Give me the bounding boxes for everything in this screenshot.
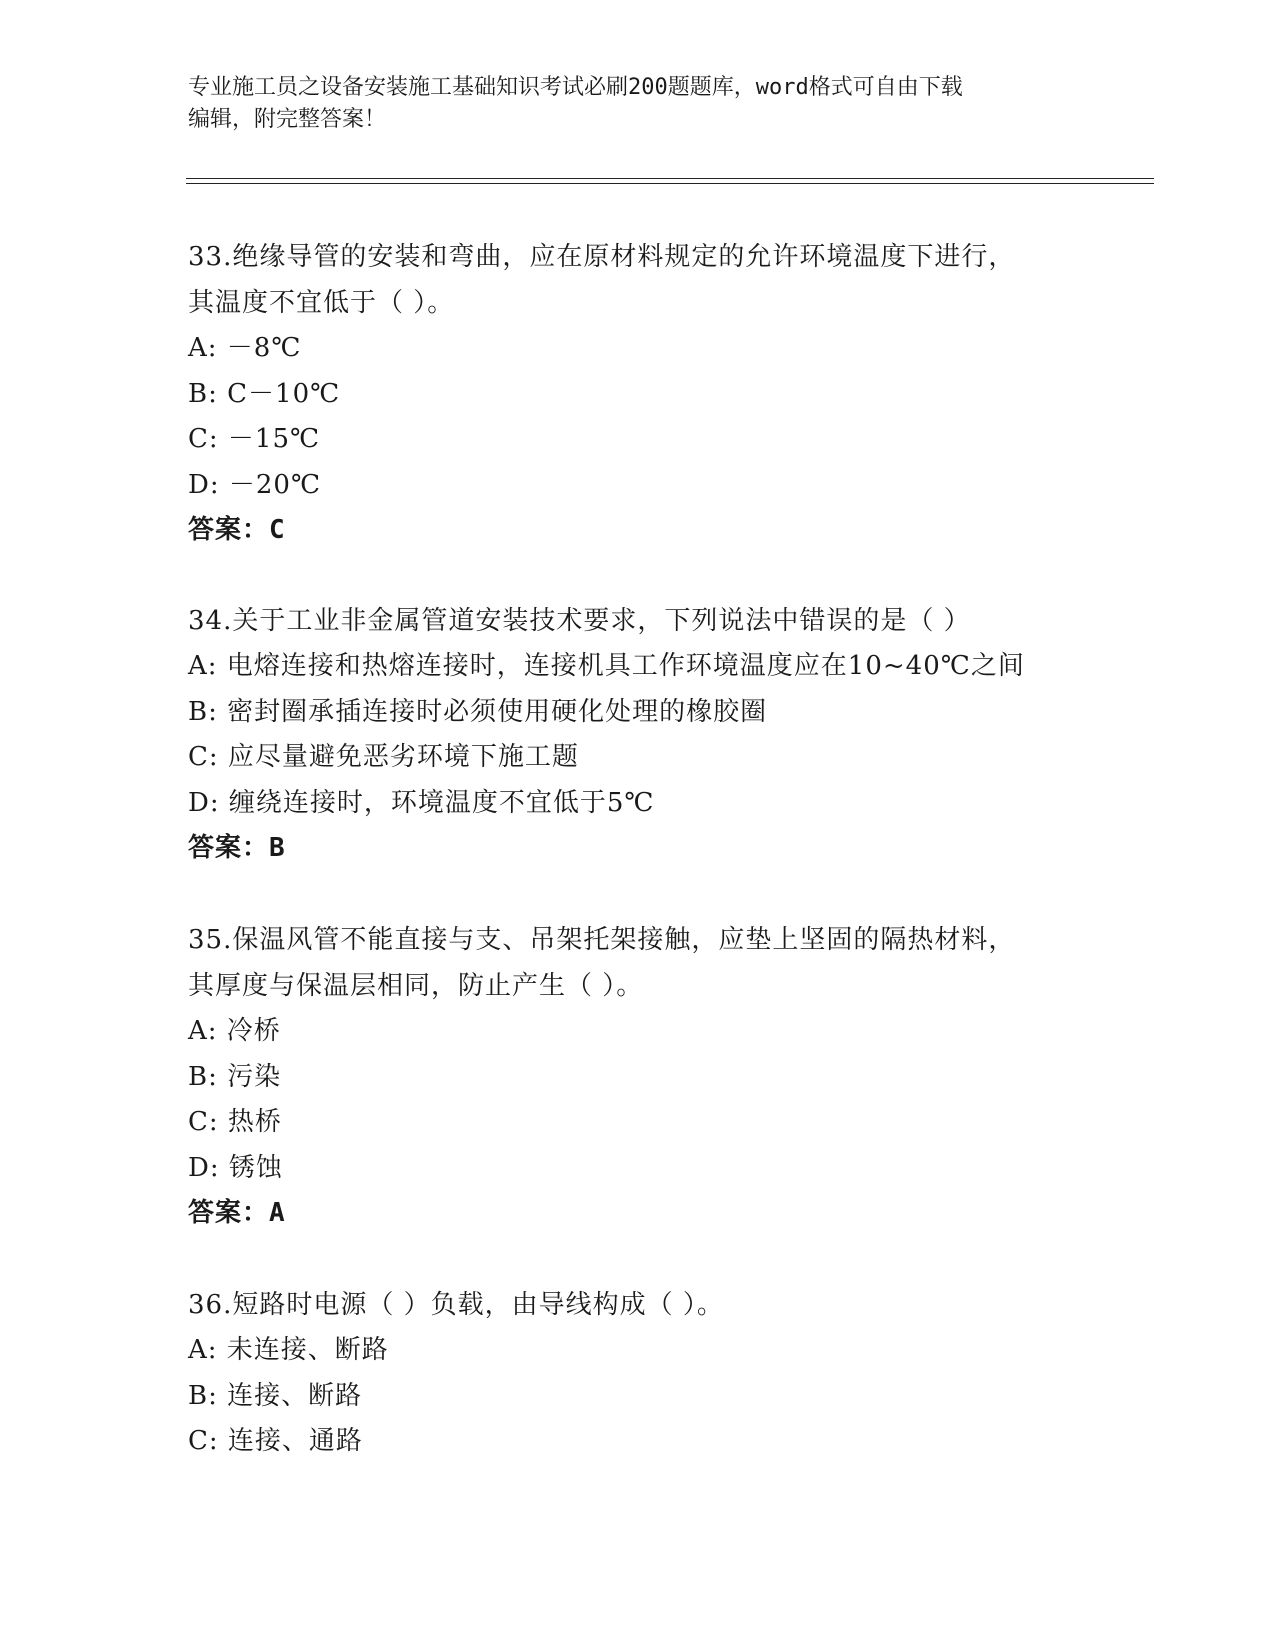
option-a: A: 未连接、断路 (188, 1335, 389, 1365)
answer-label: 答案： (188, 833, 270, 863)
option-d: D: －20℃ (188, 469, 322, 500)
answer-value: A (269, 1198, 286, 1228)
document-header (188, 72, 1088, 136)
question-34 (188, 598, 1088, 871)
answer-line (188, 508, 1088, 553)
question-stem-line: 35.保温风管不能直接与支、吊架托架接触，应垫上坚固的隔热材料， (188, 925, 1016, 955)
answer-label: 答案： (188, 515, 270, 545)
option-c: C: 连接、通路 (188, 1426, 363, 1456)
answer-value: C (269, 515, 286, 545)
header-divider-top (186, 178, 1154, 179)
answer-line (188, 1191, 1088, 1236)
question-35 (188, 917, 1088, 1236)
answer-value: B (269, 833, 286, 863)
question-33 (188, 234, 1088, 553)
option-b: B: 污染 (188, 1061, 282, 1092)
header-line-1: 专业施工员之设备安装施工基础知识考试必刷200题题库，word格式可自由下载 (188, 75, 963, 100)
header-divider-bottom (186, 183, 1154, 184)
question-stem (188, 598, 1088, 644)
option-d: D: 缠绕连接时，环境温度不宜低于5℃ (188, 787, 655, 818)
question-stem-line: 33.绝缘导管的安装和弯曲，应在原材料规定的允许环境温度下进行， (188, 242, 1016, 272)
question-stem (188, 917, 1088, 1009)
option-a: A: －8℃ (188, 333, 302, 363)
question-stem (188, 1282, 1088, 1328)
option-b: B: C－10℃ (188, 378, 341, 409)
option-c: C: 热桥 (188, 1107, 282, 1137)
answer-line (188, 826, 1088, 871)
question-stem-line: 34.关于工业非金属管道安装技术要求，下列说法中错误的是（ ） (188, 606, 971, 636)
option-c: C: －15℃ (188, 424, 321, 454)
option-a: A: 冷桥 (188, 1016, 281, 1046)
option-a: A: 电熔连接和热熔连接时，连接机具工作环境温度应在10~40℃之间 (188, 651, 1025, 681)
question-36 (188, 1282, 1088, 1465)
header-line-2: 编辑，附完整答案！ (188, 107, 387, 132)
question-stem-line: 其厚度与保温层相同，防止产生（ ）。 (188, 971, 644, 1001)
option-b: B: 密封圈承插连接时必须使用硬化处理的橡胶圈 (188, 696, 768, 727)
option-b: B: 连接、断路 (188, 1380, 363, 1411)
question-stem-line: 36.短路时电源（ ）负载，由导线构成（ ）。 (188, 1290, 724, 1320)
question-stem (188, 234, 1088, 326)
option-c: C: 应尽量避免恶劣环境下施工题 (188, 742, 579, 772)
question-stem-line: 其温度不宜低于（ ）。 (188, 288, 455, 318)
option-d: D: 锈蚀 (188, 1152, 283, 1183)
answer-label: 答案： (188, 1198, 270, 1228)
